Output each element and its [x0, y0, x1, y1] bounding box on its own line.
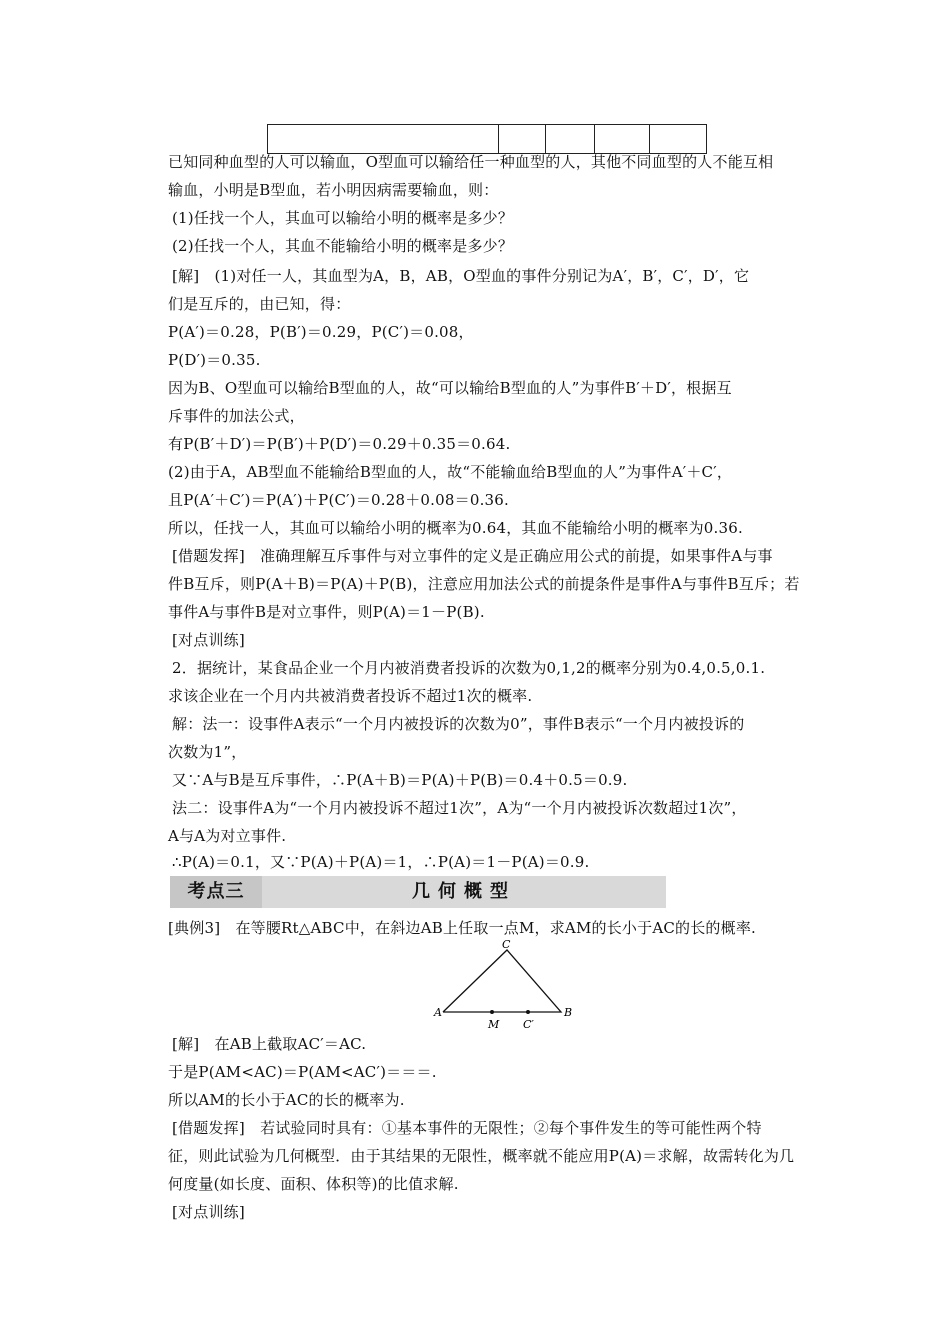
point-c-prime — [526, 1010, 530, 1014]
text-line: (1)任找一个人，其血可以输给小明的概率是多少？ — [172, 209, 514, 227]
text-line: [解] (1)对任一人，其血型为A，B，AB，O型血的事件分别记为A′，B′，C′，D′，它 — [172, 267, 750, 285]
text-line: 求该企业在一个月内共被消费者投诉不超过1次的概率. — [168, 687, 533, 705]
text-line: 输血，小明是B型血，若小明因病需要输血，则： — [168, 181, 499, 199]
text-line: (2)任找一个人，其血不能输给小明的概率是多少？ — [172, 237, 514, 255]
text-line: [借题发挥] 准确理解互斥事件与对立事件的定义是正确应用公式的前提，如果事件A与事 — [172, 547, 773, 565]
point-m — [490, 1010, 494, 1014]
text-line: 们是互斥的，由已知，得： — [168, 295, 351, 313]
text-line: 何度量(如长度、面积、体积等)的比值求解. — [168, 1175, 459, 1193]
table-cell — [268, 125, 499, 154]
text-line: 又∵A与B是互斥事件，∴P(A＋B)＝P(A)＋P(B)＝0.4＋0.5＝0.9. — [172, 771, 628, 789]
text-line: 件B互斥，则P(A＋B)＝P(A)＋P(B)，注意应用加法公式的前提条件是事件A与事件B互斥；若 — [168, 575, 800, 593]
label-b: B — [564, 1006, 573, 1019]
table-cell — [595, 125, 650, 154]
section-title: 几何概型 — [412, 881, 516, 902]
text-line: ∴P(A)＝0.1，又∵P(A)＋P(A)＝1，∴P(A)＝1－P(A)＝0.9. — [172, 853, 590, 871]
text-line: [对点训练] — [172, 1203, 245, 1221]
triangle-figure — [430, 940, 580, 1030]
text-line: 解：法一：设事件A表示“一个月内被投诉的次数为0”，事件B表示“一个月内被投诉的 — [172, 715, 745, 733]
text-line: 已知同种血型的人可以输血，O型血可以输给任一种血型的人，其他不同血型的人不能互相 — [168, 153, 774, 171]
text-line: 斥事件的加法公式， — [168, 407, 305, 425]
text-line: P(D′)＝0.35. — [168, 351, 261, 369]
text-line: [典例3] 在等腰Rt△ABC中，在斜边AB上任取一点M，求AM的长小于AC的长的概率. — [168, 919, 757, 937]
table-cell — [499, 125, 546, 154]
text-line: 于是P(AM<AC)＝P(AM<AC′)＝＝＝. — [168, 1063, 437, 1081]
text-line: 事件A与事件B是对立事件，则P(A)＝1－P(B). — [168, 603, 485, 621]
text-line: 所以，任找一人，其血可以输给小明的概率为0.64，其血不能输给小明的概率为0.36. — [168, 519, 743, 537]
text-line: 法二：设事件A为“一个月内被投诉不超过1次”，A为“一个月内被投诉次数超过1次”， — [172, 799, 747, 817]
text-line: (2)由于A，AB型血不能输给B型血的人，故“不能输血给B型血的人”为事件A′＋C′， — [168, 463, 733, 481]
text-line: [借题发挥] 若试验同时具有：①基本事件的无限性；②每个事件发生的等可能性两个特 — [172, 1119, 762, 1137]
label-a: A — [434, 1006, 442, 1019]
text-line: [对点训练] — [172, 631, 245, 649]
text-line: 有P(B′＋D′)＝P(B′)＋P(D′)＝0.29＋0.35＝0.64. — [168, 435, 511, 453]
blood-type-table-fragment — [267, 124, 707, 154]
table-cell — [650, 125, 707, 154]
table-cell — [546, 125, 595, 154]
text-line: 因为B、O型血可以输给B型血的人，故“可以输给B型血的人”为事件B′＋D′，根据互 — [168, 379, 732, 397]
text-line: 征，则此试验为几何概型．由于其结果的无限性，概率就不能应用P(A)＝求解，故需转化为几 — [168, 1147, 795, 1165]
label-c: C — [502, 940, 511, 951]
label-c-prime-text: C′ — [523, 1018, 534, 1030]
section-tag: 考点三 — [170, 876, 262, 908]
text-line: 且P(A′＋C′)＝P(A′)＋P(C′)＝0.28＋0.08＝0.36. — [168, 491, 509, 509]
section-banner — [170, 876, 666, 908]
text-line: 次数为1”， — [168, 743, 247, 761]
label-m: M — [488, 1018, 500, 1030]
text-line: 所以AM的长小于AC的长的概率为. — [168, 1091, 405, 1109]
text-line: A与A为对立事件. — [168, 827, 287, 845]
text-line: P(A′)＝0.28，P(B′)＝0.29，P(C′)＝0.08， — [168, 323, 474, 341]
triangle-abc — [443, 950, 561, 1012]
text-line: 2．据统计，某食品企业一个月内被消费者投诉的次数为0,1,2的概率分别为0.4,0.5,0.1. — [172, 659, 766, 677]
text-line: [解] 在AB上截取AC′＝AC. — [172, 1035, 367, 1053]
